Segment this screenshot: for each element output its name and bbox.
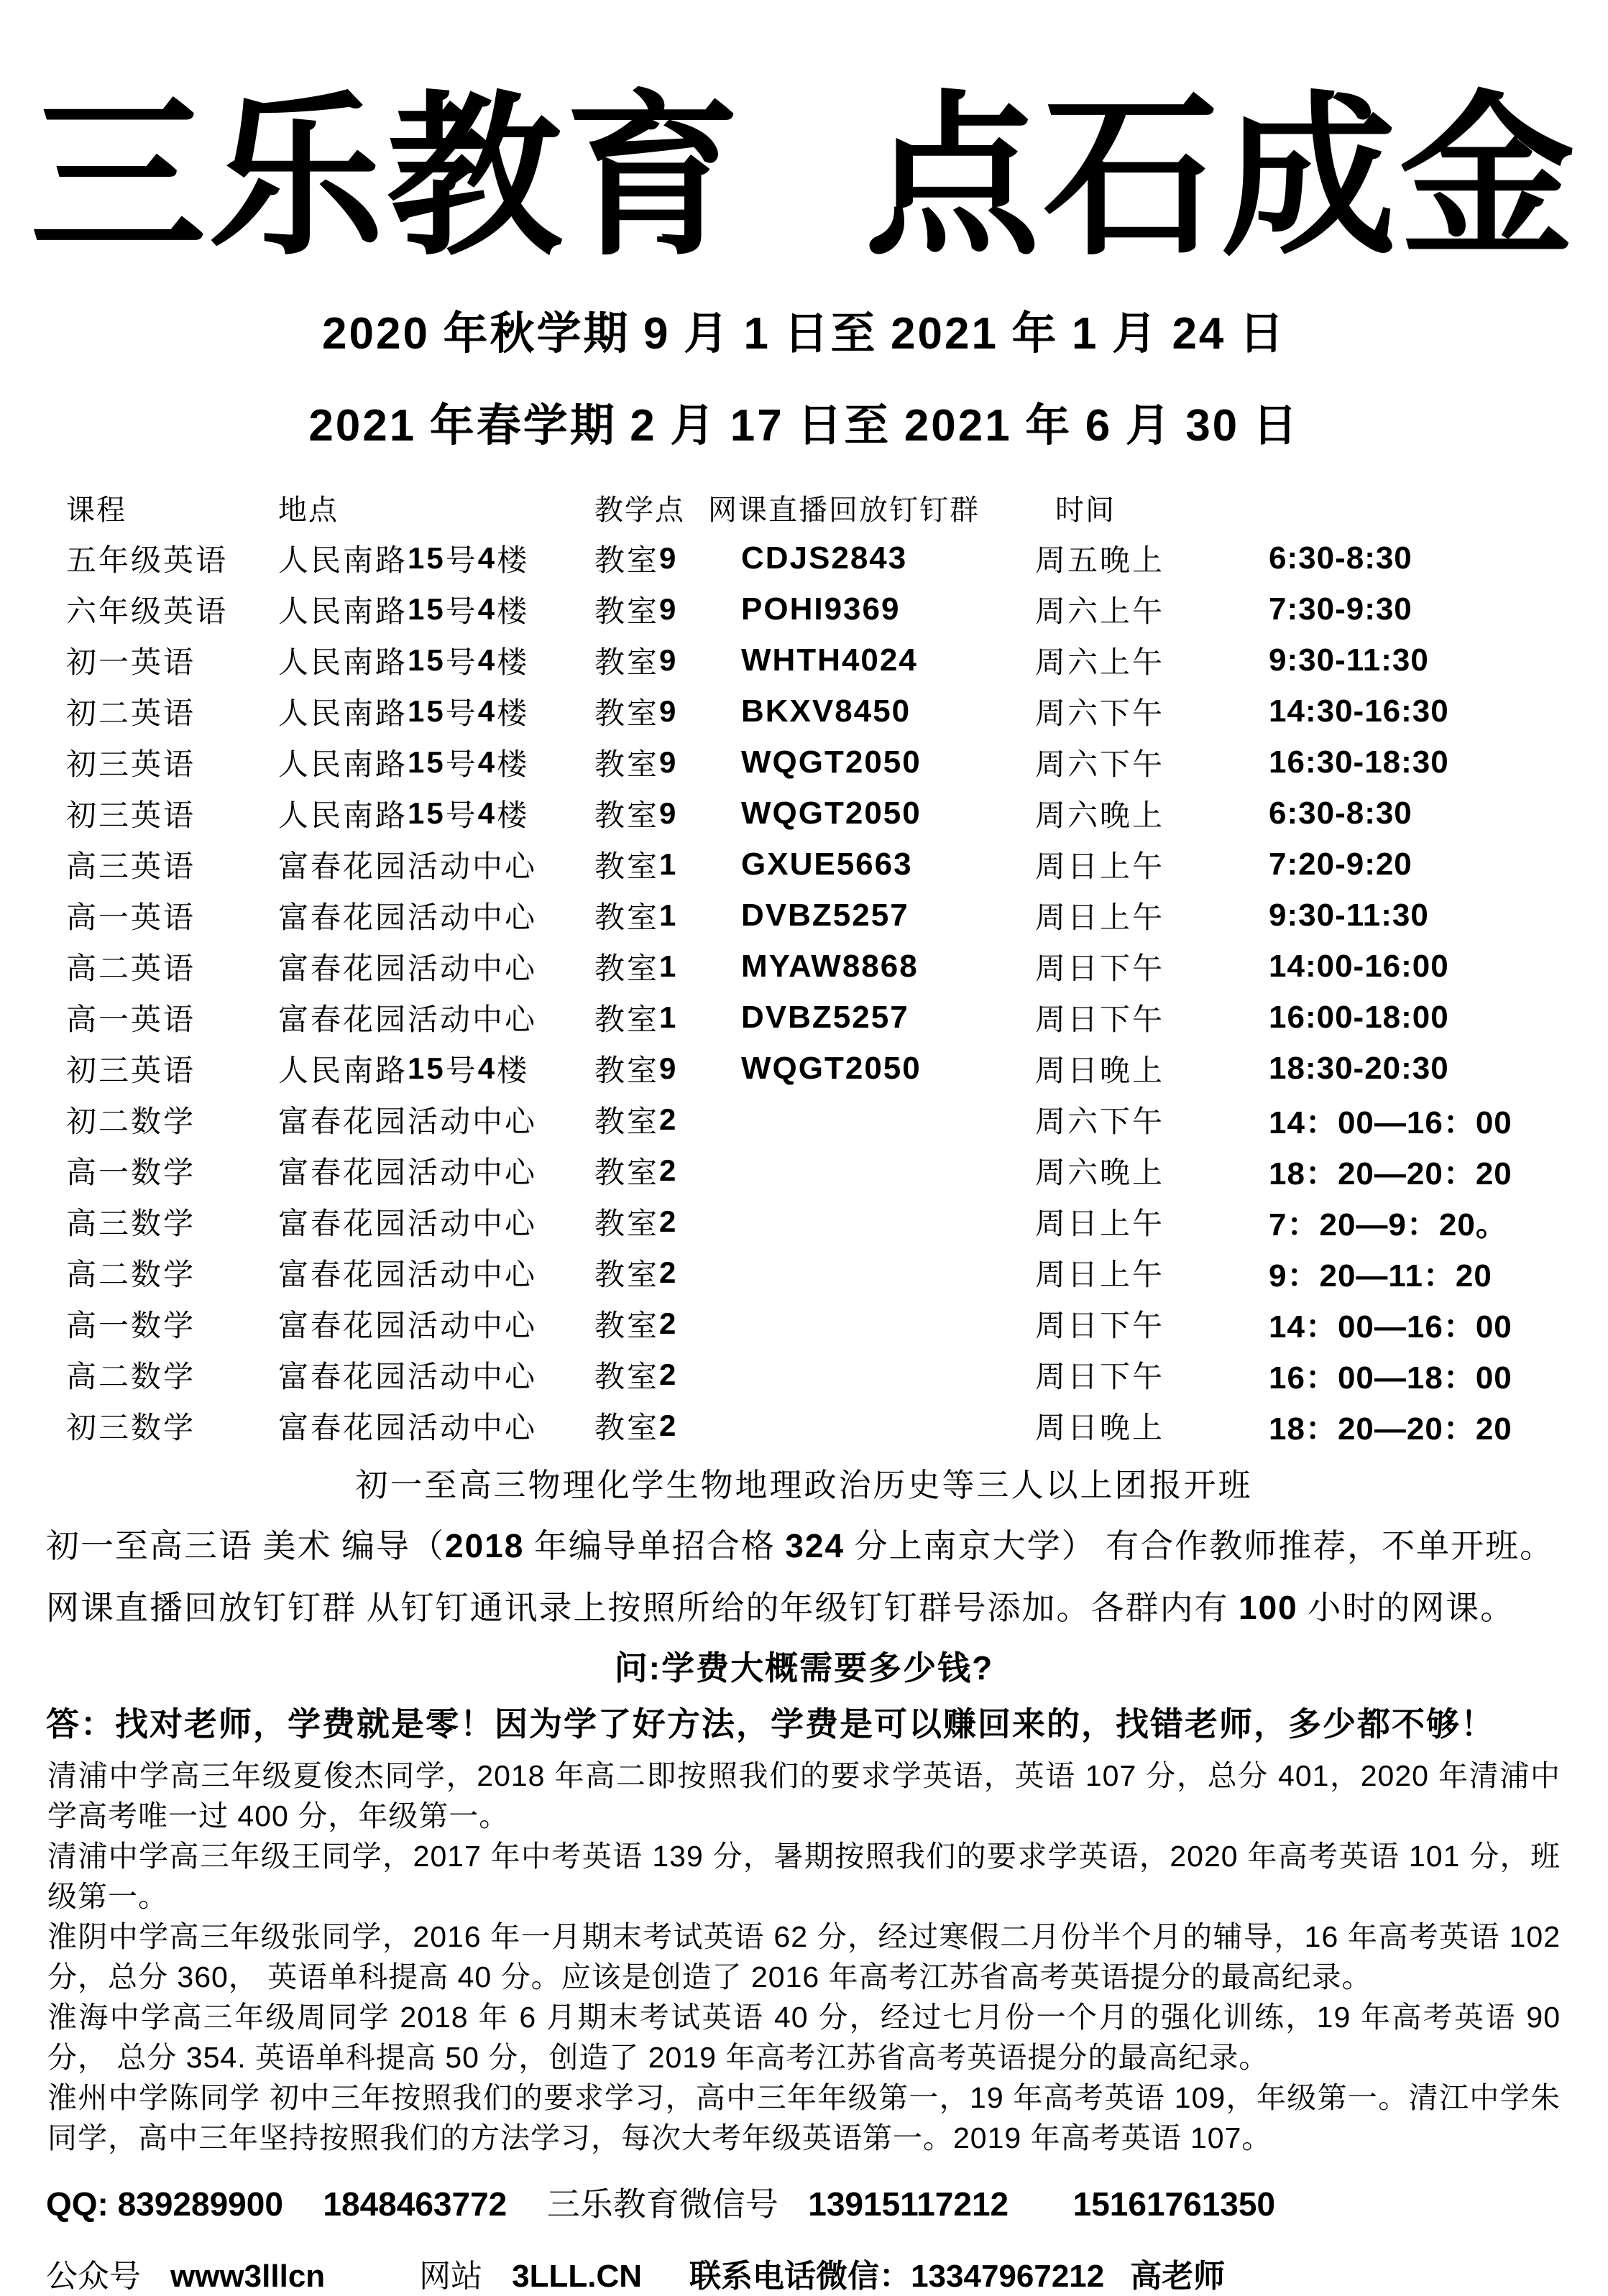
schedule-cell-dingtalk-code: WQGT2050 — [741, 1051, 922, 1087]
schedule-cell-dingtalk-code: DVBZ5257 — [741, 1000, 909, 1036]
schedule-cell-dingtalk-code: WHTH4024 — [741, 642, 918, 678]
semester-dates — [0, 288, 1608, 472]
schedule-cell-room: 教室 1 — [594, 847, 679, 885]
schedule-cell-course: 高一数学 — [66, 1157, 196, 1191]
schedule-cell-location: 人民南路 15 号 4 楼 — [278, 694, 530, 732]
website-label: 网站 — [419, 2258, 483, 2294]
header-spacer — [1240, 482, 1542, 533]
website-value: 3LLL.CN — [512, 2258, 643, 2294]
wechat-number-2: 15161761350 — [1072, 2185, 1276, 2223]
schedule-cell-day: 周日上午 — [1035, 1208, 1165, 1242]
schedule-cell-time: 9:30-11:30 — [1269, 898, 1429, 933]
header-dingtalk-group: 网课直播回放钉钉群 — [708, 493, 980, 526]
header-time: 时间 — [1055, 493, 1116, 526]
schedule-cell-dingtalk-code — [708, 1197, 1035, 1248]
schedule-cell-time: 14：00—16：00 — [1269, 1105, 1512, 1141]
schedule-cell-time: 18:30-20:30 — [1269, 1051, 1449, 1087]
schedule-cell-location: 人民南路 15 号 4 楼 — [278, 796, 530, 834]
schedule-cell-day: 周六下午 — [1035, 1106, 1165, 1140]
schedule-cell-room: 教室 2 — [594, 1306, 679, 1344]
schedule-cell-dingtalk-code: MYAW8868 — [741, 949, 919, 985]
schedule-cell-room: 教室 2 — [594, 1153, 679, 1191]
schedule-cell-location: 人民南路 15 号 4 楼 — [278, 745, 530, 783]
schedule-cell-dingtalk-code: BKXV8450 — [741, 693, 911, 729]
schedule-cell-course: 初二英语 — [66, 698, 196, 732]
schedule-cell-course: 初一英语 — [66, 647, 196, 681]
schedule-cell-location: 富春花园活动中心 — [278, 1412, 538, 1446]
schedule-cell-course: 高三英语 — [66, 851, 196, 885]
schedule-cell-course: 初二数学 — [66, 1106, 196, 1140]
schedule-cell-room: 教室 9 — [594, 592, 679, 630]
schedule-cell-room: 教室 1 — [594, 1000, 679, 1038]
schedule-cell-location: 富春花园活动中心 — [278, 1310, 538, 1344]
schedule-table — [0, 482, 1608, 1452]
schedule-cell-day: 周日上午 — [1035, 902, 1165, 936]
schedule-cell-room: 教室 9 — [594, 541, 679, 578]
schedule-cell-dingtalk-code — [708, 1145, 1035, 1197]
contact-qq-row — [46, 2178, 1562, 2226]
schedule-cell-time: 14:00-16:00 — [1269, 949, 1449, 985]
schedule-cell-day: 周日下午 — [1035, 1361, 1165, 1395]
schedule-cell-time: 7：20—9：20。 — [1269, 1207, 1508, 1243]
schedule-cell-dingtalk-code: CDJS2843 — [741, 540, 908, 576]
schedule-cell-room: 教室 1 — [594, 898, 679, 936]
schedule-cell-location: 富春花园活动中心 — [278, 851, 538, 885]
testimonial-paragraph: 淮海中学高三年级周同学 2018 年 6 月期末考试英语 40 分，经过七月份一个月的强化训练，19 年高考英语 90 分， 总分 354. 英语单科提高 50 分，创造了 2019 年高考江苏省高考英语提分的最高纪录。 — [47, 2000, 1561, 2074]
gongzhonghao-value: www3lllcn — [170, 2258, 326, 2294]
testimonial-paragraph: 淮阴中学高三年级张同学，2016 年一月期末考试英语 62 分，经过寒假二月份半个月的辅导，16 年高考英语 102 分，总分 360， 英语单科提高 40 分。应该是创造了 2016 年高考江苏省高考英语提分的最高纪录。 — [47, 1919, 1561, 1993]
schedule-cell-day: 周六下午 — [1035, 698, 1165, 732]
schedule-cell-time: 6:30-8:30 — [1269, 796, 1412, 831]
schedule-cell-time: 7:30-9:30 — [1269, 591, 1412, 627]
contact-bottom-row — [46, 2250, 1562, 2296]
phone-wechat: 联系电话微信：13347967212 — [689, 2258, 1105, 2294]
schedule-cell-day: 周日晚上 — [1035, 1055, 1165, 1089]
schedule-cell-day: 周日下午 — [1035, 1310, 1165, 1344]
schedule-cell-time: 18：20—20：20 — [1269, 1156, 1512, 1192]
schedule-cell-time: 18：20—20：20 — [1269, 1411, 1512, 1447]
schedule-cell-day: 周日晚上 — [1035, 1412, 1165, 1446]
schedule-cell-location: 富春花园活动中心 — [278, 953, 538, 987]
schedule-cell-day: 周六上午 — [1035, 596, 1165, 630]
schedule-cell-room: 教室 9 — [594, 643, 679, 681]
testimonial-paragraph: 清浦中学高三年级王同学，2017 年中考英语 139 分，暑期按照我们的要求学英语，2020 年高考英语 101 分，班级第一。 — [47, 1839, 1561, 1913]
schedule-cell-day: 周六下午 — [1035, 749, 1165, 783]
schedule-cell-location: 人民南路 15 号 4 楼 — [278, 1051, 530, 1089]
schedule-cell-location: 人民南路 15 号 4 楼 — [278, 643, 530, 681]
wechat-number-1: 13915117212 — [808, 2185, 1009, 2223]
schedule-cell-day: 周日下午 — [1035, 953, 1165, 987]
schedule-cell-day: 周五晚上 — [1035, 545, 1165, 578]
schedule-cell-location: 富春花园活动中心 — [278, 1004, 538, 1038]
testimonials-section — [47, 1756, 1561, 2158]
schedule-cell-course: 五年级英语 — [66, 545, 229, 578]
schedule-cell-course: 初三英语 — [66, 800, 196, 834]
note-art-media: 初一至高三语 美术 编导（2018 年编导单招合格 324 分上南京大学） 有合作教师推荐，不单开班。 — [46, 1526, 1555, 1564]
schedule-cell-location: 人民南路 15 号 4 楼 — [278, 541, 530, 578]
wechat-label: 三乐教育微信号 — [546, 2185, 778, 2223]
schedule-cell-day: 周六晚上 — [1035, 800, 1165, 834]
semester-line-fall: 2020 年秋学期 9 月 1 日至 2021 年 1 月 24 日 — [322, 308, 1286, 359]
schedule-cell-location: 富春花园活动中心 — [278, 1157, 538, 1191]
schedule-cell-room: 教室 2 — [594, 1409, 679, 1446]
schedule-cell-dingtalk-code — [708, 1401, 1035, 1452]
schedule-cell-course: 高二英语 — [66, 953, 196, 987]
schedule-cell-day: 周六晚上 — [1035, 1157, 1165, 1191]
schedule-cell-room: 教室 1 — [594, 949, 679, 987]
qq-number-2: 1848463772 — [323, 2185, 507, 2223]
group-enroll-note: 初一至高三物理化学生物地理政治历史等三人以上团报开班 — [355, 1467, 1253, 1503]
schedule-cell-course: 高一英语 — [66, 1004, 196, 1038]
schedule-cell-course: 初三英语 — [66, 749, 196, 783]
qa-answer: 答：找对老师，学费就是零！因为学了好方法，学费是可以赚回来的，找错老师，多少都不够！ — [46, 1705, 1495, 1743]
schedule-cell-dingtalk-code — [708, 1248, 1035, 1299]
schedule-cell-course: 高二数学 — [66, 1259, 196, 1293]
schedule-cell-dingtalk-code: WQGT2050 — [741, 744, 922, 780]
schedule-cell-day: 周日下午 — [1035, 1004, 1165, 1038]
schedule-cell-room: 教室 2 — [594, 1357, 679, 1395]
schedule-cell-room: 教室 2 — [594, 1255, 679, 1293]
schedule-cell-room: 教室 2 — [594, 1102, 679, 1140]
schedule-cell-time: 7:20-9:20 — [1269, 847, 1412, 882]
teacher-name: 高老师 — [1130, 2258, 1226, 2294]
qa-question: 问:学费大概需要多少钱? — [614, 1649, 994, 1687]
schedule-cell-time: 9:30-11:30 — [1269, 642, 1429, 678]
schedule-cell-course: 高二数学 — [66, 1361, 196, 1395]
schedule-cell-location: 富春花园活动中心 — [278, 1259, 538, 1293]
semester-line-spring: 2021 年春学期 2 月 17 日至 2021 年 6 月 30 日 — [308, 400, 1300, 451]
schedule-cell-course: 高一英语 — [66, 902, 196, 936]
schedule-cell-time: 6:30-8:30 — [1269, 540, 1412, 576]
schedule-cell-day: 周日上午 — [1035, 1259, 1165, 1293]
note-dingtalk-groups: 网课直播回放钉钉群 从钉钉通讯录上按照所给的年级钉钉群号添加。各群内有 100 小时的网课。 — [46, 1588, 1515, 1626]
schedule-cell-day: 周六上午 — [1035, 647, 1165, 681]
schedule-cell-room: 教室 9 — [594, 694, 679, 732]
schedule-cell-course: 初三数学 — [66, 1412, 196, 1446]
testimonial-paragraph: 清浦中学高三年级夏俊杰同学，2018 年高二即按照我们的要求学英语，英语 107 分，总分 401，2020 年清浦中学高考唯一过 400 分，年级第一。 — [47, 1758, 1561, 1832]
schedule-cell-dingtalk-code — [708, 1299, 1035, 1350]
schedule-cell-time: 14:30-16:30 — [1269, 693, 1449, 729]
testimonial-paragraph: 淮州中学陈同学 初中三年按照我们的要求学习，高中三年年级第一，19 年高考英语 109，年级第一。清江中学朱同学，高中三年坚持按照我们的方法学习，每次大考年级英语第一。2019 年高考英语 107。 — [47, 2080, 1561, 2154]
schedule-cell-dingtalk-code — [708, 1094, 1035, 1145]
schedule-cell-room: 教室 2 — [594, 1204, 679, 1242]
schedule-cell-room: 教室 9 — [594, 745, 679, 783]
schedule-cell-location: 富春花园活动中心 — [278, 902, 538, 936]
qq-numbers: QQ: 839289900 — [46, 2185, 283, 2223]
schedule-cell-time: 16:30-18:30 — [1269, 744, 1449, 780]
schedule-cell-dingtalk-code: GXUE5663 — [741, 847, 913, 882]
schedule-cell-dingtalk-code: POHI9369 — [741, 591, 901, 627]
schedule-cell-course: 六年级英语 — [66, 596, 229, 630]
schedule-cell-day: 周日上午 — [1035, 851, 1165, 885]
schedule-cell-time: 14：00—16：00 — [1269, 1309, 1512, 1345]
header-location: 地点 — [278, 493, 339, 526]
schedule-cell-time: 16：00—18：00 — [1269, 1360, 1512, 1396]
schedule-cell-dingtalk-code: WQGT2050 — [741, 796, 922, 831]
schedule-cell-time: 9：20—11：20 — [1269, 1258, 1492, 1294]
schedule-cell-room: 教室 9 — [594, 796, 679, 834]
schedule-cell-location: 人民南路 15 号 4 楼 — [278, 592, 530, 630]
schedule-cell-course: 初三英语 — [66, 1055, 196, 1089]
schedule-cell-dingtalk-code — [708, 1350, 1035, 1401]
schedule-cell-dingtalk-code: DVBZ5257 — [741, 898, 909, 933]
schedule-cell-location: 富春花园活动中心 — [278, 1208, 538, 1242]
schedule-cell-course: 高一数学 — [66, 1310, 196, 1344]
page-title: 三乐教育 点石成金 — [30, 73, 1578, 280]
schedule-cell-time: 16:00-18:00 — [1269, 1000, 1449, 1036]
schedule-cell-location: 富春花园活动中心 — [278, 1361, 538, 1395]
gongzhonghao-label: 公众号 — [46, 2258, 141, 2294]
schedule-cell-course: 高三数学 — [66, 1208, 196, 1242]
schedule-cell-room: 教室 9 — [594, 1051, 679, 1089]
schedule-cell-location: 富春花园活动中心 — [278, 1106, 538, 1140]
header-course: 课程 — [66, 493, 127, 526]
header-teaching-point: 教学点 — [594, 493, 685, 526]
